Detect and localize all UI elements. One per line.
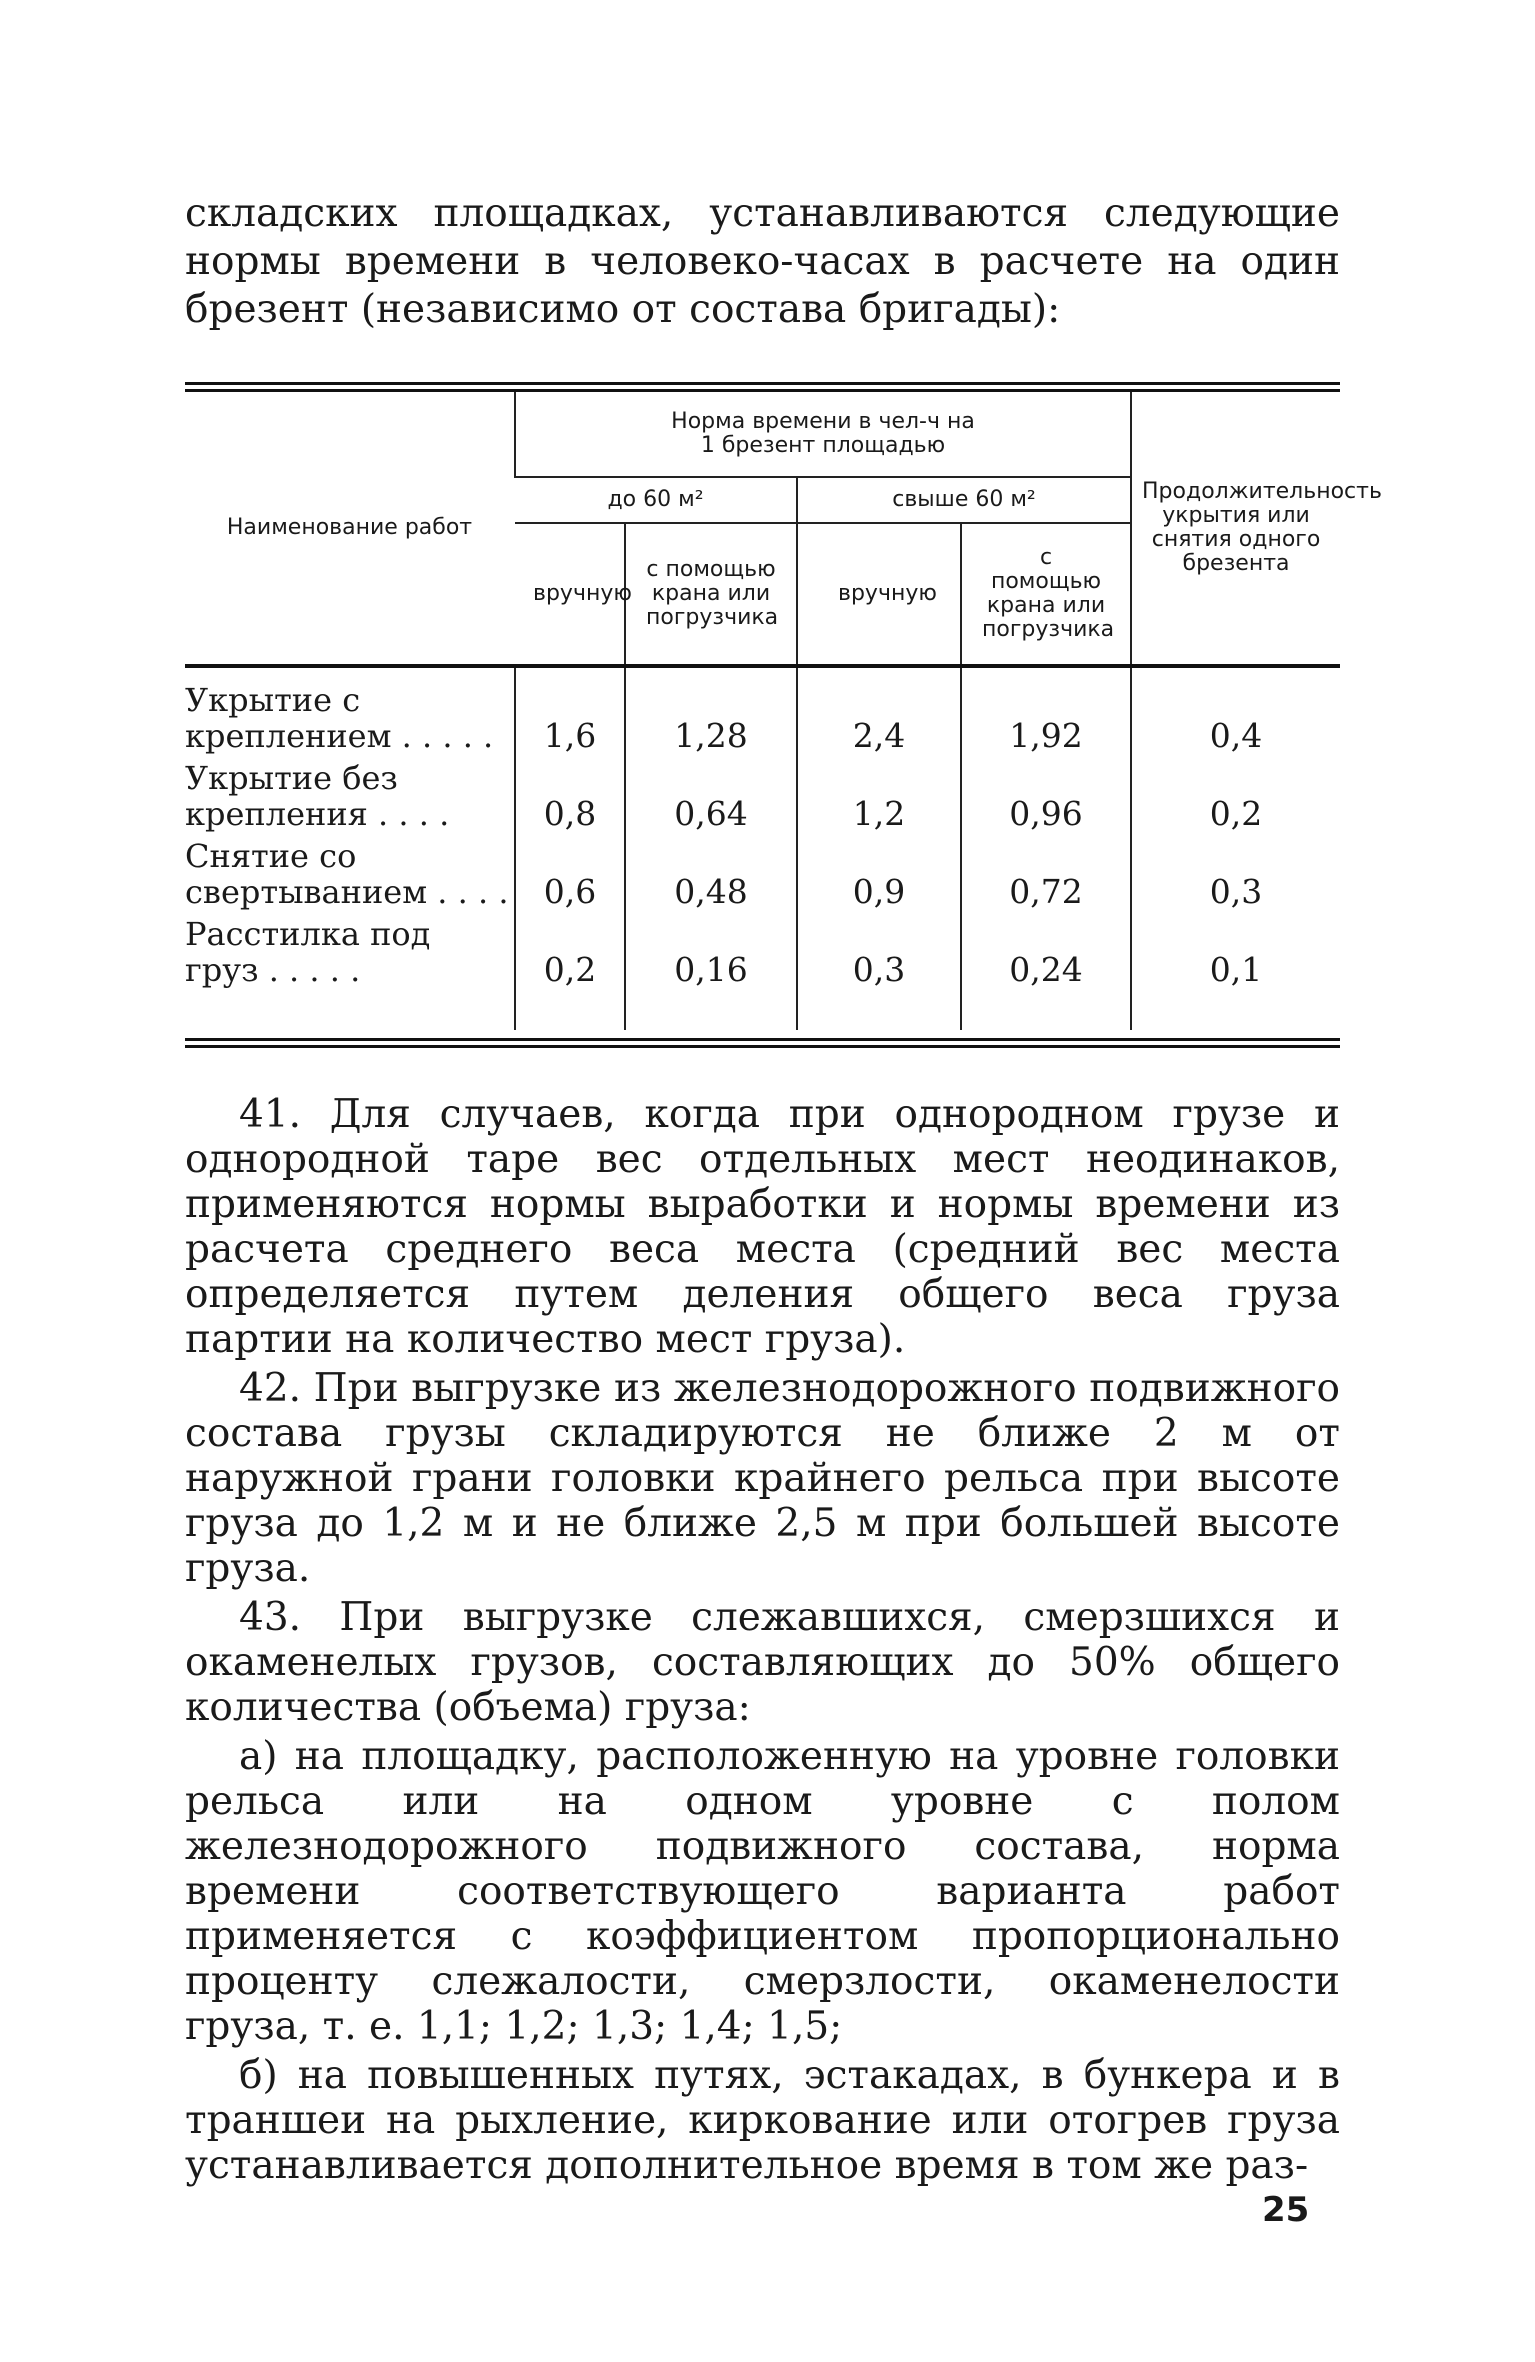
cell-value: 1,6 — [515, 668, 625, 760]
header-duration: Продолжительность укрытия или снятия одного брезента — [1131, 392, 1340, 666]
cell-value: 2,4 — [797, 668, 961, 760]
header-name-col: Наименование работ — [226, 515, 473, 540]
paragraph-41: 41. Для случаев, когда при однородном грузе и однородной таре вес отдельных мест неодинаков, применяются нормы выработки и нормы времени из расчета среднего веса места (средний вес места определяется путем деления общего веса груза партии на количество мест груза). — [185, 1092, 1340, 1362]
cell-value: 1,92 — [961, 668, 1131, 760]
header-up-to-60: до 60 м² — [515, 477, 797, 523]
paragraph-43a: а) на площадку, расположенную на уровне головки рельса или на одном уровне с полом железнодорожного подвижного состава, норма времени соответствующего варианта работ применяется с коэффициентом пропорционально проценту слежалости, смерзлости, окаменелости груза, т. е. 1,1; 1,2; 1,3; 1,4; 1,5; — [185, 1734, 1340, 2049]
row-name: Снятие со свертыванием . . . . — [185, 837, 509, 911]
cell-value: 0,72 — [961, 838, 1131, 916]
cell-value: 0,9 — [797, 838, 961, 916]
header-crane-1: с помощью крана или погрузчика — [625, 523, 797, 666]
spacer-cell — [961, 994, 1131, 1030]
header-manual-1: вручную — [533, 581, 632, 606]
header-crane-2: с помощью крана или погрузчика — [961, 523, 1131, 666]
table-row — [185, 668, 1340, 760]
cell-value: 0,8 — [515, 760, 625, 838]
paragraph-43: 43. При выгрузке слежавшихся, смерзшихся и окаменелых грузов, составляющих до 50% общего количества (объема) груза: — [185, 1595, 1340, 1730]
page-content — [185, 190, 1382, 2188]
table-spacer-row — [185, 994, 1340, 1030]
cell-value: 0,64 — [625, 760, 797, 838]
body-text — [185, 1092, 1340, 2188]
cell-value: 0,96 — [961, 760, 1131, 838]
norms-table-grid — [185, 392, 1382, 1030]
header-norm-group: Норма времени в чел-ч на 1 брезент площадью — [515, 392, 1131, 477]
cell-value: 0,3 — [797, 916, 961, 994]
norms-table — [185, 382, 1382, 1048]
cell-value: 0,1 — [1131, 916, 1340, 994]
cell-value: 0,48 — [625, 838, 797, 916]
header-manual-2: вручную — [797, 523, 961, 666]
cell-value: 0,2 — [515, 916, 625, 994]
spacer-cell — [1131, 994, 1340, 1030]
cell-value: 1,2 — [797, 760, 961, 838]
cell-value: 0,4 — [1131, 668, 1340, 760]
page-number: 25 — [1262, 2190, 1310, 2230]
cell-value: 1,28 — [625, 668, 797, 760]
paragraph-43b: б) на повышенных путях, эстакадах, в бункера и в траншеи на рыхление, киркование или отогрев груза устанавливается дополнительное время в том же раз- — [185, 2053, 1340, 2188]
cell-value: 0,24 — [961, 916, 1131, 994]
spacer-cell — [797, 994, 961, 1030]
row-name: Расстилка под груз . . . . . — [185, 915, 431, 989]
header-over-60: свыше 60 м² — [797, 477, 1131, 523]
spacer-cell — [625, 994, 797, 1030]
cell-value: 0,16 — [625, 916, 797, 994]
paragraph-42: 42. При выгрузке из железнодорожного подвижного состава грузы складируются не ближе 2 м от наружной грани головки крайнего рельса при высоте груза до 1,2 м и не ближе 2,5 м при большей высоте груза. — [185, 1366, 1340, 1591]
table-bottom-rule — [185, 1038, 1340, 1048]
table-top-rule — [185, 382, 1340, 392]
row-name: Укрытие без крепления . . . . — [185, 759, 450, 833]
table-row — [185, 838, 1340, 916]
spacer-cell — [515, 994, 625, 1030]
spacer-cell — [185, 994, 515, 1030]
table-row — [185, 760, 1340, 838]
row-name: Укрытие с креплением . . . . . — [185, 681, 494, 755]
intro-text: складских площадках, устанавливаются следующие нормы времени в человеко-часах в расчете на один брезент (независимо от состава бригады): — [185, 191, 1340, 332]
cell-value: 0,6 — [515, 838, 625, 916]
cell-value: 0,3 — [1131, 838, 1340, 916]
table-row — [185, 916, 1340, 994]
cell-value: 0,2 — [1131, 760, 1340, 838]
